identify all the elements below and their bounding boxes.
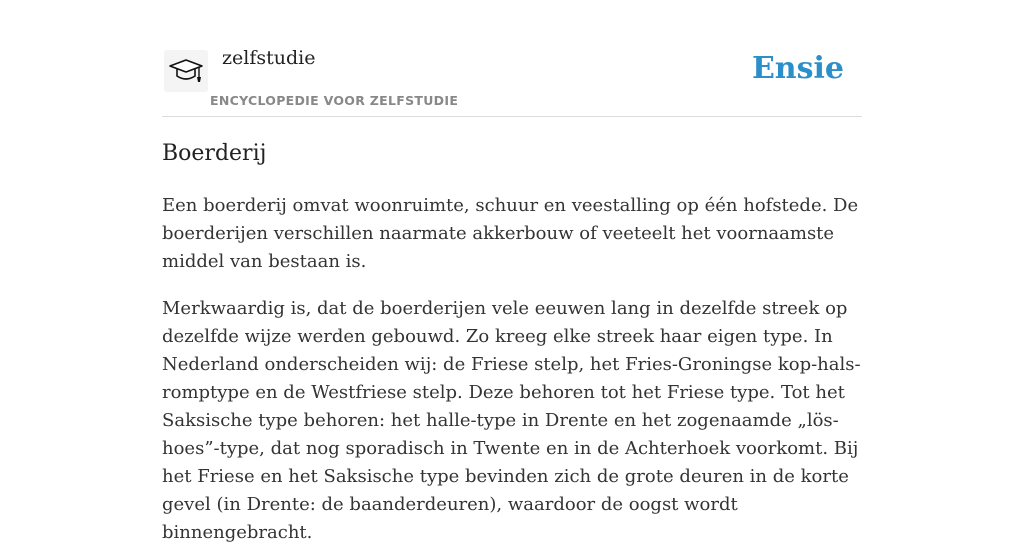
page-title: Boerderij <box>162 141 267 166</box>
article <box>162 138 862 547</box>
site-name-link[interactable]: zelfstudie <box>222 47 316 69</box>
article-paragraph: Een boerderij omvat woonruimte, schuur en veestalling op één hofstede. De boerderijen verschillen naarmate akkerbouw of veeteelt het voornaamste middel van bestaan is. <box>162 195 859 272</box>
site-header <box>162 0 862 117</box>
graduation-cap-icon[interactable] <box>164 50 208 92</box>
ensie-logo-link[interactable]: Ensie <box>751 51 844 86</box>
site-tagline: ENCYCLOPEDIE VOOR ZELFSTUDIE <box>210 93 459 108</box>
article-paragraph: Merkwaardig is, dat de boerderijen vele eeuwen lang in dezelfde streek op dezelfde wijze werden gebouwd. Zo kreeg elke streek haar eigen type. In Nederland onderscheiden wij: de Friese stelp, het Fries-Groningse kop-hals-romptype en de Westfriese stelp. Deze behoren tot het Friese type. Tot het Saksische type behoren: het halle-type in Drente en het zogenaamde „lös-hoes”-type, dat nog sporadisch in Twente en in de Achterhoek voorkomt. Bij het Friese en het Saksische type bevinden zich de grote deuren in de korte gevel (in Drente: de baanderdeuren), waardoor de oogst wordt binnengebracht. <box>162 298 861 543</box>
